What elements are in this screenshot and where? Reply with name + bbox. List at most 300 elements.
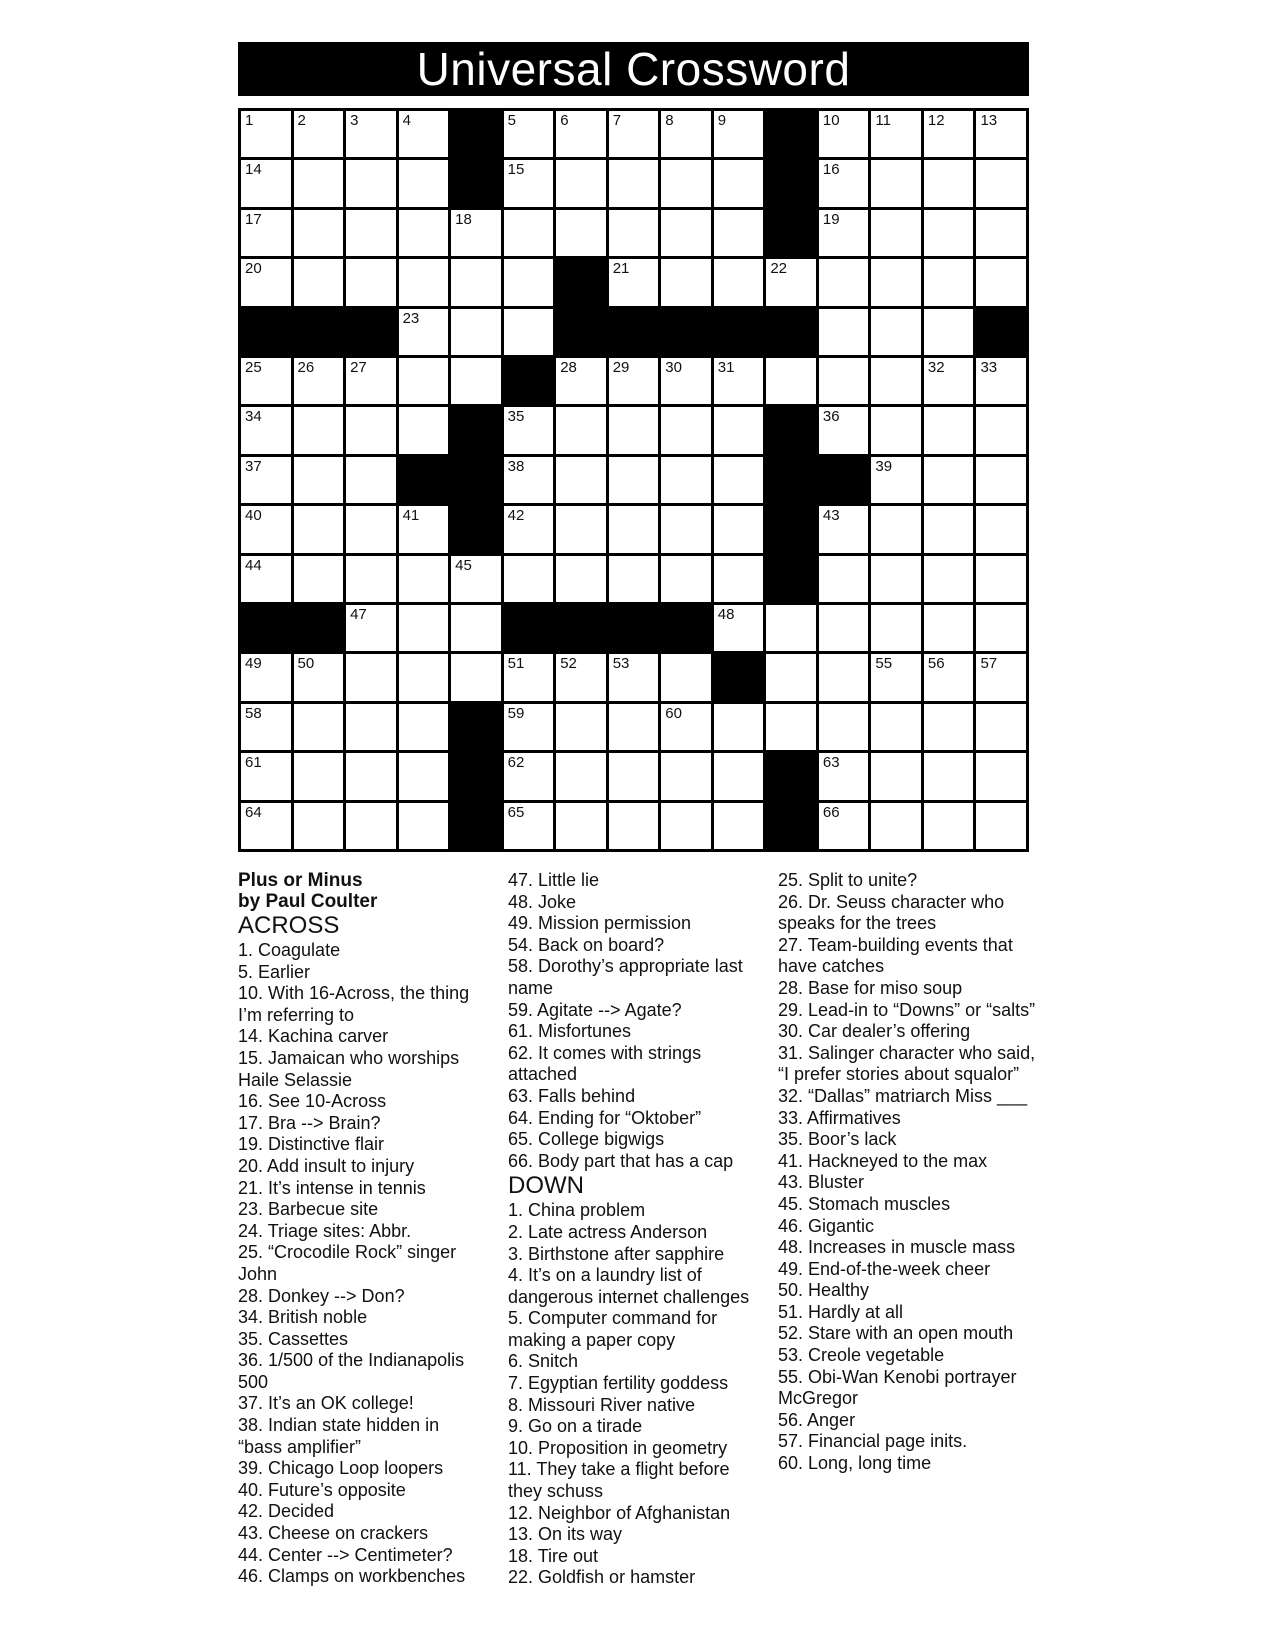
- grid-cell[interactable]: [714, 160, 764, 206]
- grid-cell[interactable]: [346, 803, 396, 849]
- grid-cell[interactable]: [399, 506, 449, 552]
- cell-number: 8: [665, 112, 674, 129]
- grid-cell[interactable]: [609, 160, 659, 206]
- cell-number: 64: [245, 803, 262, 821]
- grid-cell[interactable]: [346, 358, 396, 404]
- clue-column-2: [508, 870, 768, 1589]
- grid-cell[interactable]: [504, 210, 554, 256]
- cell-number: 43: [822, 507, 840, 525]
- grid-cell[interactable]: [241, 358, 291, 404]
- grid-cell[interactable]: [714, 704, 764, 750]
- cell-number: 41: [402, 507, 420, 525]
- grid-cell[interactable]: [661, 753, 711, 799]
- grid-cell[interactable]: [504, 259, 554, 305]
- cell-number: 49: [245, 655, 262, 673]
- grid-cell[interactable]: [871, 160, 921, 206]
- grid-cell[interactable]: [451, 358, 501, 404]
- grid-cell[interactable]: [451, 654, 501, 700]
- block-cell: [451, 111, 501, 157]
- grid-cell[interactable]: [294, 506, 344, 552]
- grid-cell[interactable]: [504, 654, 554, 700]
- grid-cell[interactable]: [241, 753, 291, 799]
- grid-cell[interactable]: [504, 556, 554, 602]
- clue: 8. Missouri River native: [508, 1394, 696, 1415]
- across-clue-list: [238, 940, 488, 1588]
- grid-cell[interactable]: [609, 803, 659, 849]
- grid-cell[interactable]: [871, 753, 921, 799]
- cell-number: 53: [612, 655, 630, 673]
- cell-number: 28: [560, 359, 577, 376]
- grid-cell[interactable]: [924, 210, 974, 256]
- grid-cell[interactable]: [871, 457, 921, 503]
- grid-cell[interactable]: [766, 704, 816, 750]
- clue: 53. Creole vegetable: [778, 1345, 945, 1366]
- block-cell: [399, 457, 449, 503]
- grid-cell[interactable]: [399, 605, 449, 651]
- grid-cell[interactable]: [609, 556, 659, 602]
- grid-cell[interactable]: [556, 407, 606, 453]
- clue: 19. Distinctive flair: [238, 1134, 385, 1155]
- clue: 50. Healthy: [778, 1280, 870, 1301]
- grid-cell[interactable]: [714, 407, 764, 453]
- grid-cell[interactable]: [399, 111, 449, 157]
- clue: 1. Coagulate: [238, 940, 341, 960]
- cell-number: 30: [665, 359, 682, 376]
- grid-cell[interactable]: [609, 704, 659, 750]
- grid-cell[interactable]: [451, 210, 501, 256]
- grid-cell[interactable]: [871, 358, 921, 404]
- grid-cell[interactable]: [714, 358, 764, 404]
- grid-cell[interactable]: [766, 358, 816, 404]
- clue: 48. Increases in muscle mass: [778, 1237, 1016, 1258]
- clue: 41. Hackneyed to the max: [778, 1150, 988, 1171]
- grid-cell[interactable]: [924, 803, 974, 849]
- grid-cell[interactable]: [819, 111, 869, 157]
- grid-cell[interactable]: [346, 111, 396, 157]
- grid-cell[interactable]: [504, 506, 554, 552]
- cell-number: 60: [665, 704, 682, 722]
- grid-cell[interactable]: [976, 210, 1026, 256]
- grid-cell[interactable]: [976, 654, 1026, 700]
- grid-cell[interactable]: [346, 457, 396, 503]
- cell-number: 9: [717, 112, 727, 129]
- grid-cell[interactable]: [241, 654, 291, 700]
- clue: 29. Lead-in to “Downs” or “salts”: [778, 999, 1036, 1020]
- grid-cell[interactable]: [346, 407, 396, 453]
- grid-cell[interactable]: [661, 803, 711, 849]
- grid-cell[interactable]: [924, 160, 974, 206]
- grid-cell[interactable]: [556, 160, 606, 206]
- grid-cell[interactable]: [871, 407, 921, 453]
- grid-cell[interactable]: [504, 753, 554, 799]
- grid-cell[interactable]: [294, 753, 344, 799]
- grid-cell[interactable]: [556, 506, 606, 552]
- cell-number: 11: [875, 112, 891, 129]
- grid-cell[interactable]: [241, 259, 291, 305]
- grid-cell[interactable]: [346, 210, 396, 256]
- grid-cell[interactable]: [661, 210, 711, 256]
- grid-cell[interactable]: [871, 210, 921, 256]
- grid-cell[interactable]: [556, 358, 606, 404]
- grid-cell[interactable]: [399, 556, 449, 602]
- clue: 52. Stare with an open mouth: [778, 1323, 1014, 1344]
- block-cell: [241, 309, 291, 355]
- block-cell: [451, 457, 501, 503]
- cell-number: 7: [612, 112, 622, 129]
- grid-cell[interactable]: [294, 704, 344, 750]
- grid-cell[interactable]: [976, 605, 1026, 651]
- grid-cell[interactable]: [924, 358, 974, 404]
- grid-cell[interactable]: [556, 803, 606, 849]
- grid-cell[interactable]: [399, 407, 449, 453]
- grid-cell[interactable]: [661, 259, 711, 305]
- grid-cell[interactable]: [714, 259, 764, 305]
- grid-cell[interactable]: [714, 457, 764, 503]
- block-cell: [556, 605, 606, 651]
- grid-cell[interactable]: [504, 160, 554, 206]
- grid-cell[interactable]: [819, 407, 869, 453]
- grid-cell[interactable]: [924, 309, 974, 355]
- grid-cell[interactable]: [346, 160, 396, 206]
- grid-cell[interactable]: [871, 111, 921, 157]
- block-cell: [766, 457, 816, 503]
- grid-cell[interactable]: [609, 407, 659, 453]
- block-cell: [766, 160, 816, 206]
- grid-cell[interactable]: [399, 309, 449, 355]
- grid-cell[interactable]: [976, 506, 1026, 552]
- cell-number: 61: [245, 754, 262, 772]
- cell-number: 59: [507, 704, 525, 722]
- crossword-grid: [238, 108, 1029, 852]
- grid-cell[interactable]: [399, 160, 449, 206]
- grid-cell[interactable]: [871, 556, 921, 602]
- grid-cell[interactable]: [609, 457, 659, 503]
- grid-cell[interactable]: [924, 605, 974, 651]
- grid-cell[interactable]: [294, 654, 344, 700]
- grid-cell[interactable]: [241, 457, 291, 503]
- block-cell: [766, 407, 816, 453]
- grid-cell[interactable]: [871, 704, 921, 750]
- block-cell: [346, 309, 396, 355]
- grid-cell[interactable]: [819, 358, 869, 404]
- grid-cell[interactable]: [609, 654, 659, 700]
- grid-cell[interactable]: [294, 210, 344, 256]
- grid-cell[interactable]: [976, 358, 1026, 404]
- grid-cell[interactable]: [294, 556, 344, 602]
- grid-cell[interactable]: [346, 556, 396, 602]
- grid-cell[interactable]: [661, 407, 711, 453]
- clue: 6. Snitch: [508, 1351, 579, 1372]
- grid-cell[interactable]: [714, 605, 764, 651]
- clue: 14. Kachina carver: [238, 1026, 389, 1047]
- grid-cell[interactable]: [766, 259, 816, 305]
- cell-number: 44: [245, 556, 262, 574]
- grid-cell[interactable]: [504, 457, 554, 503]
- grid-cell[interactable]: [819, 654, 869, 700]
- grid-cell[interactable]: [714, 556, 764, 602]
- grid-cell[interactable]: [556, 704, 606, 750]
- cell-number: 32: [927, 359, 945, 376]
- grid-cell[interactable]: [976, 111, 1026, 157]
- cell-number: 40: [245, 507, 262, 525]
- grid-cell[interactable]: [451, 259, 501, 305]
- grid-cell[interactable]: [871, 605, 921, 651]
- cell-number: 48: [717, 606, 735, 623]
- grid-cell[interactable]: [819, 210, 869, 256]
- clue: 15. Jamaican who worships Haile Selassie: [238, 1047, 460, 1090]
- grid-cell[interactable]: [241, 407, 291, 453]
- grid-cell[interactable]: [871, 259, 921, 305]
- grid-cell[interactable]: [609, 358, 659, 404]
- clue: 5. Earlier: [238, 961, 311, 982]
- cell-number: 33: [980, 359, 998, 376]
- grid-cell[interactable]: [819, 309, 869, 355]
- grid-cell[interactable]: [241, 210, 291, 256]
- cell-number: 6: [560, 112, 569, 129]
- puzzle-title: Plus or Minus: [238, 870, 363, 891]
- grid-cell[interactable]: [609, 259, 659, 305]
- grid-cell[interactable]: [924, 556, 974, 602]
- grid-cell[interactable]: [924, 753, 974, 799]
- grid-cell[interactable]: [871, 309, 921, 355]
- grid-cell[interactable]: [976, 259, 1026, 305]
- grid-cell[interactable]: [609, 210, 659, 256]
- cell-number: 47: [350, 606, 367, 623]
- clue: 2. Late actress Anderson: [508, 1221, 708, 1242]
- grid-cell[interactable]: [819, 259, 869, 305]
- grid-cell[interactable]: [924, 654, 974, 700]
- across-heading: ACROSS: [238, 912, 340, 939]
- grid-cell[interactable]: [504, 309, 554, 355]
- grid-cell[interactable]: [504, 111, 554, 157]
- grid-cell[interactable]: [661, 111, 711, 157]
- cell-number: 3: [350, 112, 359, 129]
- grid-cell[interactable]: [819, 753, 869, 799]
- grid-cell[interactable]: [924, 111, 974, 157]
- grid-cell[interactable]: [871, 803, 921, 849]
- grid-cell[interactable]: [346, 506, 396, 552]
- grid-cell[interactable]: [294, 160, 344, 206]
- clue: 63. Falls behind: [508, 1085, 636, 1106]
- grid-cell[interactable]: [714, 111, 764, 157]
- cell-number: 23: [402, 309, 420, 327]
- cell-number: 26: [297, 359, 315, 376]
- cell-number: 57: [980, 655, 998, 673]
- grid-cell[interactable]: [924, 407, 974, 453]
- grid-cell[interactable]: [819, 506, 869, 552]
- grid-cell[interactable]: [294, 111, 344, 157]
- clue: 57. Financial page inits.: [778, 1431, 968, 1452]
- grid-cell[interactable]: [399, 654, 449, 700]
- grid-cell[interactable]: [241, 160, 291, 206]
- grid-cell[interactable]: [766, 654, 816, 700]
- block-cell: [714, 309, 764, 355]
- grid-cell[interactable]: [556, 210, 606, 256]
- grid-cell[interactable]: [766, 605, 816, 651]
- clue: 46. Clamps on workbenches: [238, 1566, 466, 1587]
- clue: 32. “Dallas” matriarch Miss ___: [778, 1085, 1028, 1106]
- block-cell: [766, 803, 816, 849]
- grid-cell[interactable]: [241, 803, 291, 849]
- grid-cell[interactable]: [924, 704, 974, 750]
- cell-number: 18: [455, 210, 472, 228]
- down-heading: DOWN: [508, 1172, 584, 1200]
- clue: 27. Team-building events that have catches: [778, 934, 1013, 977]
- grid-cell[interactable]: [399, 358, 449, 404]
- grid-cell[interactable]: [294, 407, 344, 453]
- block-cell: [661, 309, 711, 355]
- cell-number: 50: [297, 655, 315, 673]
- grid-cell[interactable]: [609, 111, 659, 157]
- grid-cell[interactable]: [399, 259, 449, 305]
- clue: 4. It’s on a laundry list of dangerous internet challenges: [508, 1265, 750, 1307]
- grid-cell[interactable]: [871, 506, 921, 552]
- grid-cell[interactable]: [661, 358, 711, 404]
- cell-number: 2: [297, 112, 306, 129]
- grid-cell[interactable]: [924, 457, 974, 503]
- cell-number: 65: [507, 803, 525, 821]
- grid-cell[interactable]: [399, 803, 449, 849]
- grid-cell[interactable]: [346, 753, 396, 799]
- clue: 43. Bluster: [778, 1172, 865, 1193]
- grid-cell[interactable]: [871, 654, 921, 700]
- block-cell: [451, 753, 501, 799]
- clue: 1. China problem: [508, 1200, 646, 1221]
- cell-number: 63: [822, 754, 840, 772]
- grid-cell[interactable]: [504, 803, 554, 849]
- block-cell: [451, 704, 501, 750]
- grid-cell[interactable]: [976, 407, 1026, 453]
- clue: 18. Tire out: [508, 1545, 599, 1566]
- clue: 12. Neighbor of Afghanistan: [508, 1502, 731, 1523]
- grid-cell[interactable]: [819, 803, 869, 849]
- block-cell: [609, 605, 659, 651]
- grid-cell[interactable]: [924, 259, 974, 305]
- clue: 33. Affirmatives: [778, 1107, 901, 1128]
- block-cell: [661, 605, 711, 651]
- grid-cell[interactable]: [976, 753, 1026, 799]
- grid-cell[interactable]: [661, 654, 711, 700]
- clue: 36. 1/500 of the Indianapolis 500: [238, 1350, 465, 1392]
- grid-cell[interactable]: [346, 654, 396, 700]
- grid-cell[interactable]: [976, 160, 1026, 206]
- block-cell: [609, 309, 659, 355]
- cell-number: 42: [507, 507, 525, 525]
- clue: 20. Add insult to injury: [238, 1155, 415, 1176]
- clue: 11. They take a flight before they schuss: [508, 1459, 730, 1502]
- grid-cell[interactable]: [294, 358, 344, 404]
- clue: 56. Anger: [778, 1409, 856, 1430]
- grid-cell[interactable]: [294, 803, 344, 849]
- grid-cell[interactable]: [976, 704, 1026, 750]
- clue: 10. Proposition in geometry: [508, 1437, 728, 1458]
- grid-cell[interactable]: [451, 605, 501, 651]
- grid-cell[interactable]: [294, 259, 344, 305]
- clue: 66. Body part that has a cap: [508, 1150, 734, 1171]
- cell-number: 17: [245, 210, 262, 228]
- cell-number: 16: [822, 161, 840, 179]
- grid-cell[interactable]: [556, 654, 606, 700]
- block-cell: [976, 309, 1026, 355]
- grid-cell[interactable]: [819, 556, 869, 602]
- block-cell: [766, 556, 816, 602]
- grid-cell[interactable]: [819, 160, 869, 206]
- grid-cell[interactable]: [714, 753, 764, 799]
- cell-number: 1: [245, 112, 254, 129]
- grid-cell[interactable]: [661, 506, 711, 552]
- clue: 58. Dorothy’s appropriate last name: [508, 956, 743, 998]
- clue: 59. Agitate --> Agate?: [508, 999, 682, 1020]
- grid-cell[interactable]: [241, 556, 291, 602]
- cell-number: 55: [875, 655, 893, 673]
- block-cell: [556, 259, 606, 305]
- grid-cell[interactable]: [609, 506, 659, 552]
- grid-cell[interactable]: [819, 605, 869, 651]
- clue: 5. Computer command for making a paper copy: [508, 1308, 718, 1350]
- clue: 10. With 16-Across, the thing I’m referring to: [238, 983, 470, 1025]
- clue: 25. Split to unite?: [778, 870, 918, 890]
- block-cell: [766, 753, 816, 799]
- grid-cell[interactable]: [661, 704, 711, 750]
- block-cell: [819, 457, 869, 503]
- grid-cell[interactable]: [976, 803, 1026, 849]
- grid-cell[interactable]: [451, 556, 501, 602]
- block-cell: [294, 605, 344, 651]
- grid-cell[interactable]: [451, 309, 501, 355]
- grid-cell[interactable]: [346, 259, 396, 305]
- grid-cell[interactable]: [661, 556, 711, 602]
- grid-cell[interactable]: [714, 506, 764, 552]
- clue: 35. Cassettes: [238, 1328, 349, 1349]
- clue: 30. Car dealer’s offering: [778, 1021, 971, 1042]
- grid-cell[interactable]: [714, 803, 764, 849]
- grid-cell[interactable]: [976, 457, 1026, 503]
- grid-cell[interactable]: [556, 556, 606, 602]
- cell-number: 4: [402, 112, 411, 129]
- byline: by Paul Coulter: [238, 891, 378, 912]
- grid-cell[interactable]: [819, 704, 869, 750]
- grid-cell[interactable]: [241, 111, 291, 157]
- grid-cell[interactable]: [399, 210, 449, 256]
- grid-cell[interactable]: [241, 704, 291, 750]
- grid-cell[interactable]: [661, 457, 711, 503]
- clue: 3. Birthstone after sapphire: [508, 1243, 725, 1264]
- cell-number: 12: [927, 112, 945, 129]
- grid-cell[interactable]: [399, 753, 449, 799]
- grid-cell[interactable]: [661, 160, 711, 206]
- grid-cell[interactable]: [976, 556, 1026, 602]
- grid-cell[interactable]: [294, 457, 344, 503]
- grid-cell[interactable]: [556, 753, 606, 799]
- clue: 45. Stomach muscles: [778, 1193, 951, 1214]
- grid-cell[interactable]: [241, 506, 291, 552]
- grid-cell[interactable]: [714, 210, 764, 256]
- grid-cell[interactable]: [609, 753, 659, 799]
- clue: 16. See 10-Across: [238, 1091, 387, 1112]
- grid-cell[interactable]: [346, 704, 396, 750]
- grid-cell[interactable]: [504, 407, 554, 453]
- clue: 51. Hardly at all: [778, 1301, 904, 1322]
- grid-cell[interactable]: [556, 111, 606, 157]
- block-cell: [451, 803, 501, 849]
- block-cell: [766, 210, 816, 256]
- grid-cell[interactable]: [504, 704, 554, 750]
- clue: 42. Decided: [238, 1501, 335, 1522]
- grid-cell[interactable]: [346, 605, 396, 651]
- grid-cell[interactable]: [924, 506, 974, 552]
- grid-cell[interactable]: [556, 457, 606, 503]
- grid-cell[interactable]: [399, 704, 449, 750]
